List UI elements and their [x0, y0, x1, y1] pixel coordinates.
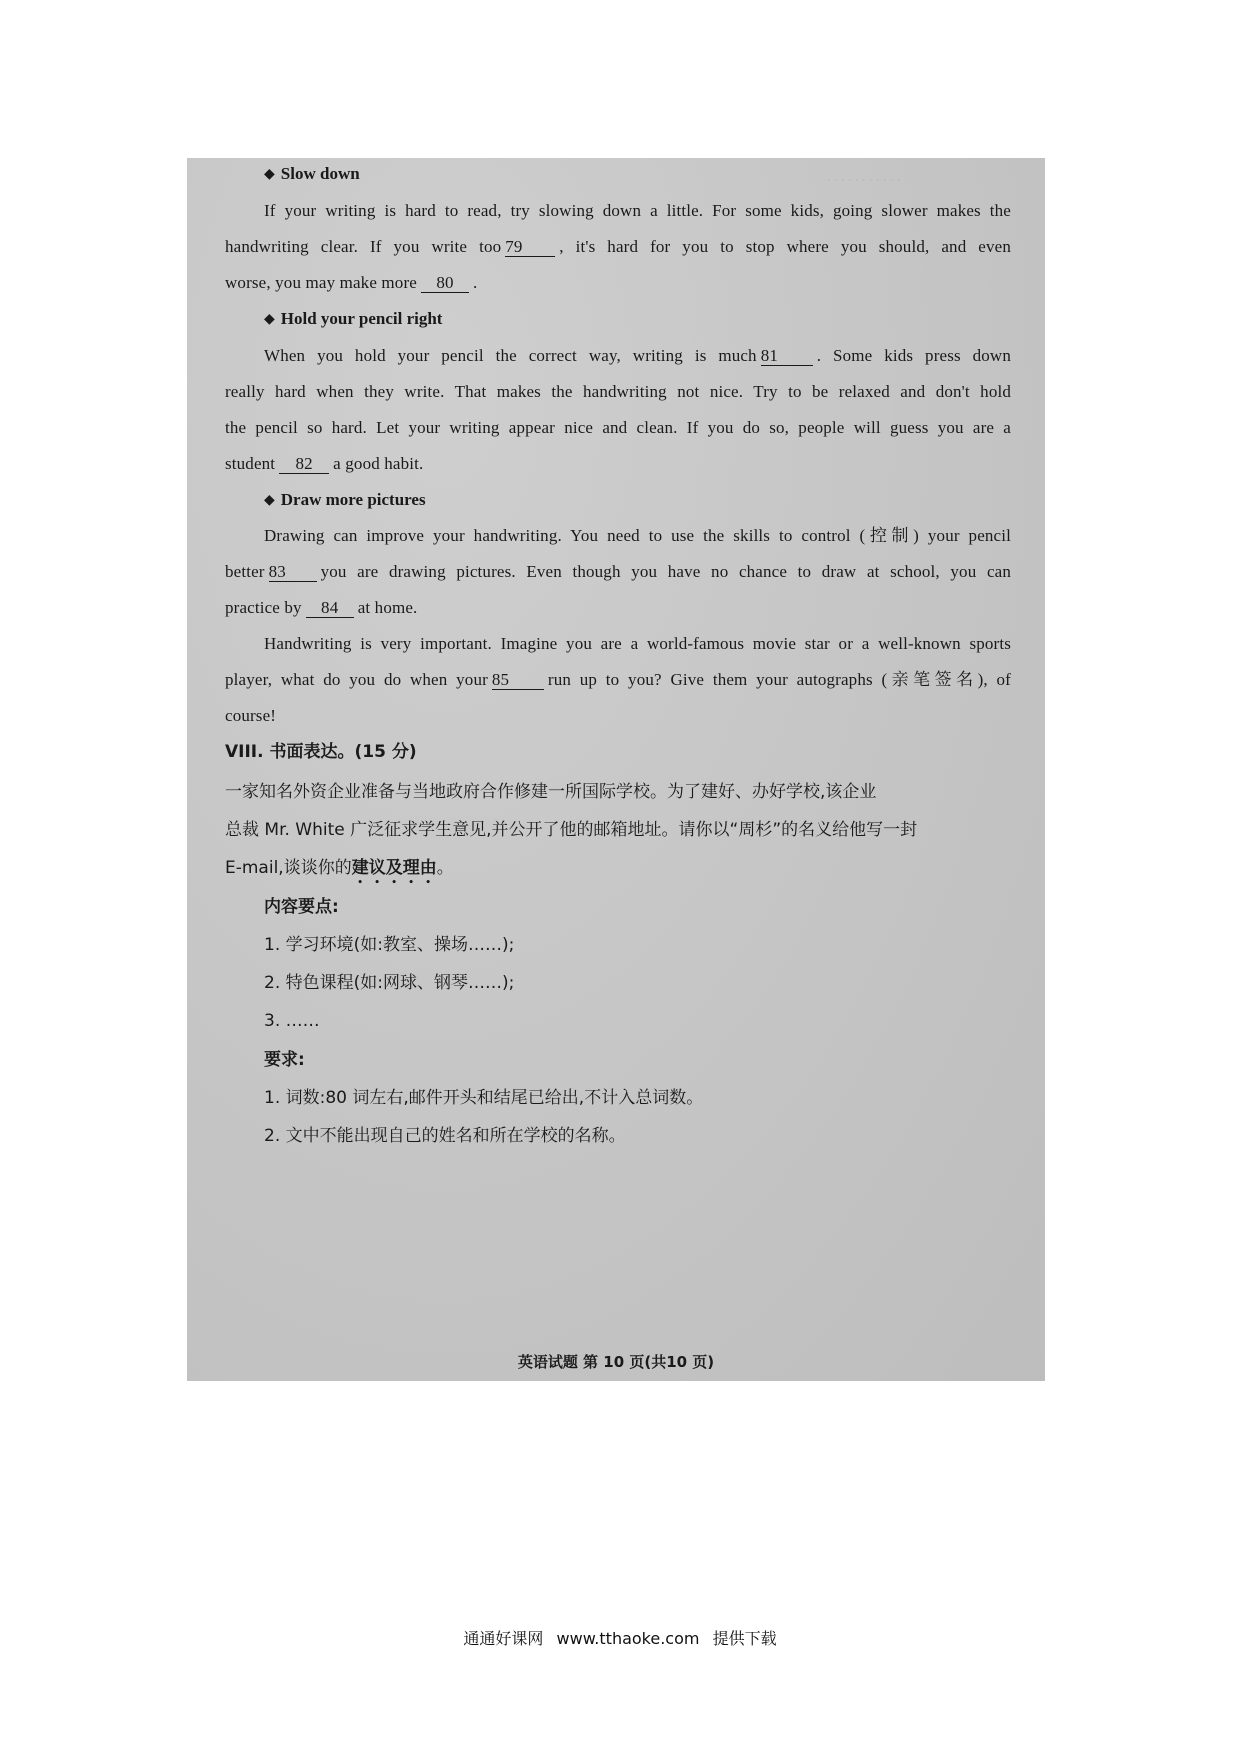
diamond-bullet-icon: ◆ [264, 166, 275, 182]
exam-page-footer: 英语试题 第 10 页(共10 页) [517, 1353, 715, 1371]
bleed-through-text: . . . . . . . . . . . [827, 170, 901, 185]
site-action: 提供下载 [712, 1629, 777, 1648]
paragraph-line: course! [225, 706, 277, 725]
site-name: 通通好课网 [463, 1629, 544, 1648]
answer-blank-80: 80 [421, 274, 469, 293]
writing-intro-line: E-mail,谈谈你的建议及理由。 [225, 858, 454, 878]
writing-section-title: VIII. 书面表达。(15 分) [225, 742, 417, 762]
list-item: 3. …… [264, 1011, 320, 1031]
answer-blank-79: 79 [505, 238, 555, 257]
paragraph-line: worse, you may make more 80 . [225, 273, 478, 292]
paragraph-line: better 83 you are drawing pictures. Even though you have no chance to draw at school, you can [225, 562, 1011, 581]
list-item: 1. 词数:80 词左右,邮件开头和结尾已给出,不计入总词数。 [264, 1088, 704, 1108]
answer-blank-84: 84 [306, 599, 354, 618]
list-item: 1. 学习环境(如:教室、操场……); [264, 935, 515, 955]
answer-blank-85: 85 [492, 671, 544, 690]
paragraph-line: Drawing can improve your handwriting. You need to use the skills to control (控制) your pencil [264, 526, 1011, 545]
heading-draw-pictures: ◆ Draw more pictures [264, 490, 426, 509]
scanned-exam-page [187, 158, 1045, 1381]
writing-intro-line: 一家知名外资企业准备与当地政府合作修建一所国际学校。为了建好、办好学校,该企业 [225, 782, 877, 802]
heading-slow-down: ◆ Slow down [264, 164, 360, 183]
points-title: 内容要点: [264, 897, 339, 917]
emphasized-text: 建议及理由 [351, 858, 437, 878]
answer-blank-82: 82 [279, 455, 329, 474]
paragraph-line: the pencil so hard. Let your writing appear nice and clean. If you do so, people will guess you are a [225, 418, 1011, 437]
heading-hold-pencil: ◆ Hold your pencil right [264, 309, 443, 328]
list-item: 2. 特色课程(如:网球、钢琴……); [264, 973, 515, 993]
site-footer [0, 1626, 1240, 1649]
diamond-bullet-icon: ◆ [264, 492, 275, 508]
requirements-title: 要求: [264, 1050, 305, 1070]
paragraph-line: If your writing is hard to read, try slowing down a little. For some kids, going slower makes the [264, 201, 1011, 220]
paragraph-line: Handwriting is very important. Imagine you are a world-famous movie star or a well-known sports [264, 634, 1011, 653]
list-item: 2. 文中不能出现自己的姓名和所在学校的名称。 [264, 1126, 626, 1146]
writing-intro-line: 总裁 Mr. White 广泛征求学生意见,并公开了他的邮箱地址。请你以“周杉”的名义给他写一封 [225, 820, 918, 840]
diamond-bullet-icon: ◆ [264, 311, 275, 327]
paragraph-line: player, what do you do when your 85 run up to you? Give them your autographs (亲笔签名), of [225, 670, 1011, 689]
paragraph-line: When you hold your pencil the correct way, writing is much 81 . Some kids press down [264, 346, 1011, 365]
answer-blank-83: 83 [269, 563, 317, 582]
paragraph-line: really hard when they write. That makes the handwriting not nice. Try to be relaxed and don't hold [225, 382, 1011, 401]
paragraph-line: student 82 a good habit. [225, 454, 424, 473]
paragraph-line: handwriting clear. If you write too 79 , it's hard for you to stop where you should, and even [225, 237, 1011, 256]
answer-blank-81: 81 [761, 347, 813, 366]
site-url[interactable]: www.tthaoke.com [556, 1629, 700, 1648]
paragraph-line: practice by 84 at home. [225, 598, 418, 617]
